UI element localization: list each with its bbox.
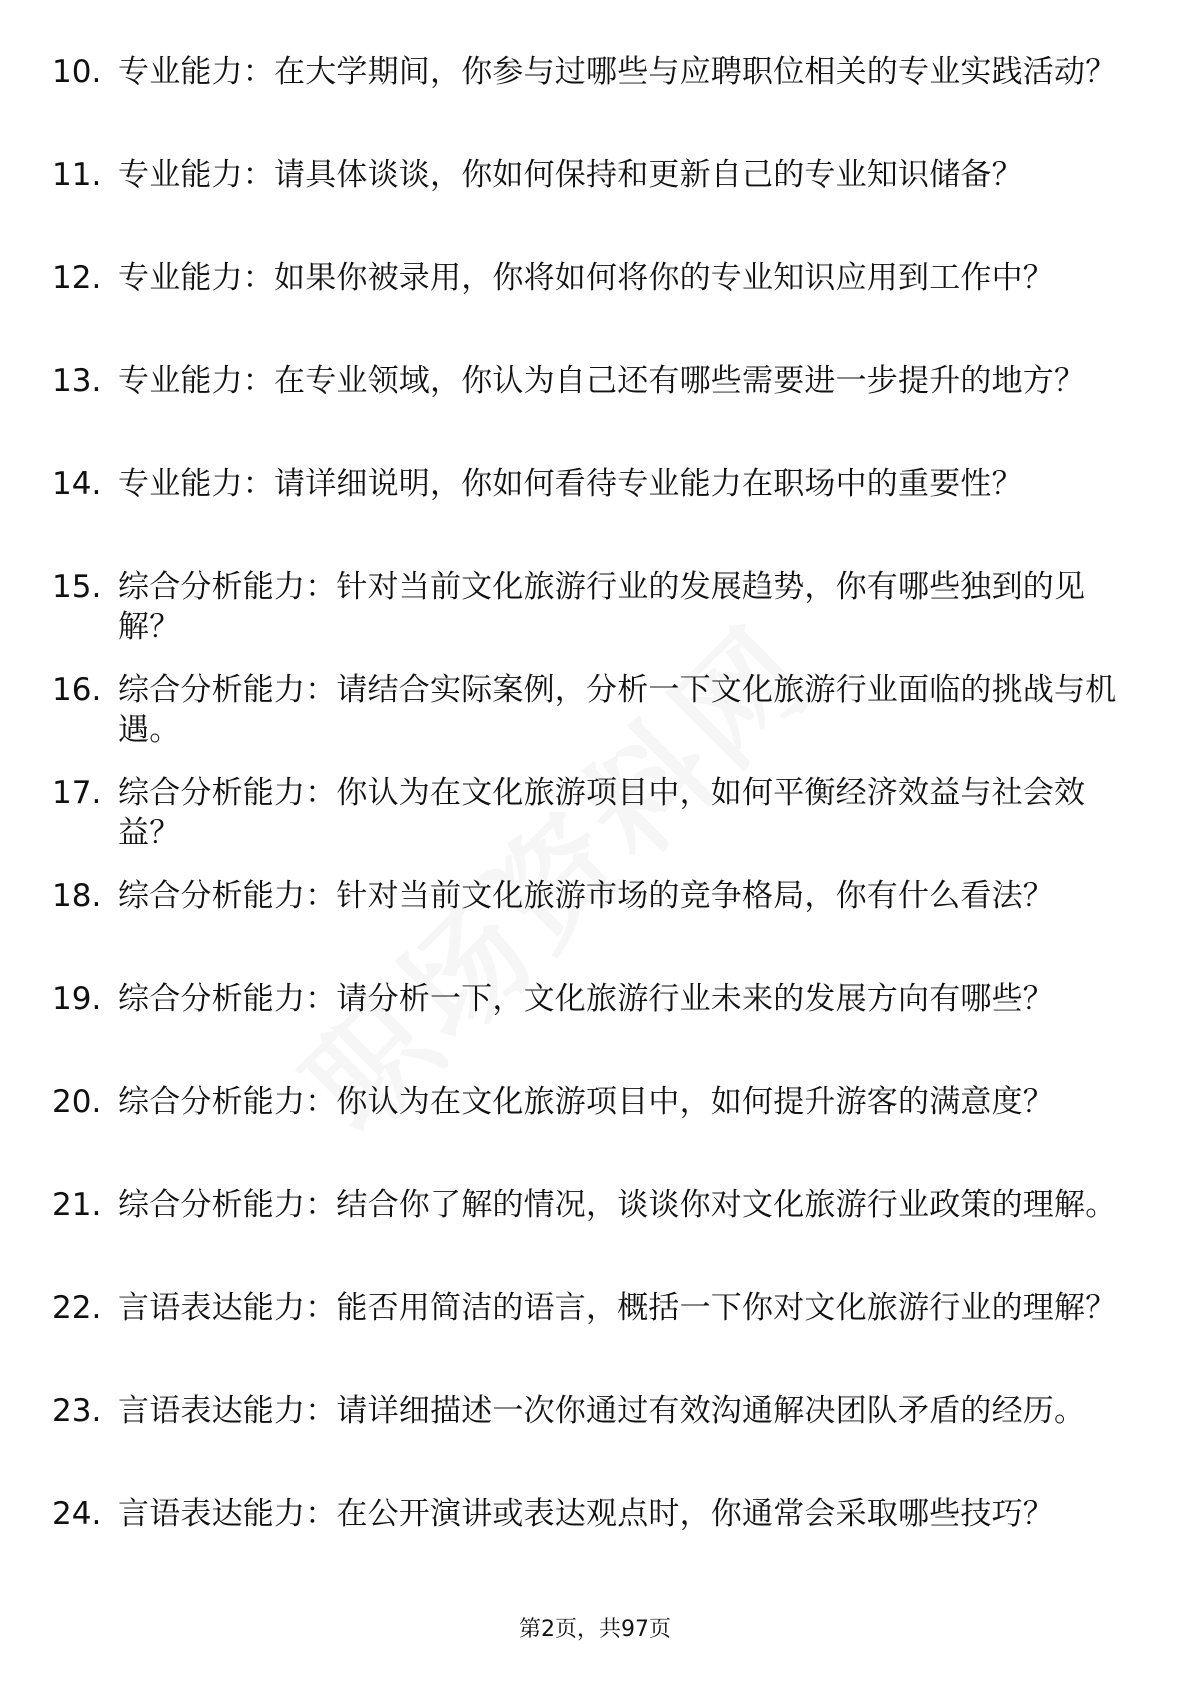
question-text: 综合分析能力：针对当前文化旅游市场的竞争格局，你有什么看法？ [118, 878, 1054, 914]
question-item-19 [52, 979, 1132, 1082]
question-number: 22. [52, 1290, 102, 1326]
question-item-13 [52, 361, 1132, 464]
question-number: 21. [52, 1187, 102, 1223]
question-text: 专业能力：请详细说明，你如何看待专业能力在职场中的重要性？ [118, 466, 1023, 502]
question-item-10 [52, 52, 1132, 155]
question-text: 综合分析能力：结合你了解的情况，谈谈你对文化旅游行业政策的理解。 [118, 1187, 1117, 1223]
page-number-footer: 第2页，共97页 [519, 1617, 671, 1642]
question-item-22 [52, 1288, 1132, 1391]
question-text: 专业能力：在专业领域，你认为自己还有哪些需要进一步提升的地方？ [118, 363, 1086, 399]
question-number: 14. [52, 466, 102, 502]
question-number: 16. [52, 672, 102, 708]
question-item-20 [52, 1082, 1132, 1185]
question-number: 12. [52, 260, 102, 296]
question-number: 20. [52, 1084, 102, 1120]
question-item-23 [52, 1391, 1132, 1494]
question-text: 综合分析能力：针对当前文化旅游行业的发展趋势，你有哪些独到的见解？ [118, 569, 1086, 645]
question-item-15 [52, 567, 1132, 670]
question-number: 24. [52, 1496, 102, 1532]
question-number: 23. [52, 1393, 102, 1429]
question-text: 专业能力：在大学期间，你参与过哪些与应聘职位相关的专业实践活动？ [118, 54, 1117, 90]
question-text: 专业能力：如果你被录用，你将如何将你的专业知识应用到工作中？ [118, 260, 1054, 296]
question-item-18 [52, 876, 1132, 979]
question-item-16 [52, 670, 1132, 773]
question-text: 言语表达能力：在公开演讲或表达观点时，你通常会采取哪些技巧？ [118, 1496, 1054, 1532]
question-text: 专业能力：请具体谈谈，你如何保持和更新自己的专业知识储备？ [118, 157, 1023, 193]
question-number: 18. [52, 878, 102, 914]
question-text: 言语表达能力：能否用简洁的语言，概括一下你对文化旅游行业的理解？ [118, 1290, 1117, 1326]
question-number: 17. [52, 775, 102, 811]
question-number: 10. [52, 54, 102, 90]
question-number: 13. [52, 363, 102, 399]
question-list [52, 52, 1132, 1597]
question-item-24 [52, 1494, 1132, 1597]
question-number: 19. [52, 981, 102, 1017]
question-item-11 [52, 155, 1132, 258]
question-item-12 [52, 258, 1132, 361]
question-text: 综合分析能力：请结合实际案例，分析一下文化旅游行业面临的挑战与机遇。 [118, 672, 1117, 748]
question-item-17 [52, 773, 1132, 876]
question-text: 综合分析能力：请分析一下，文化旅游行业未来的发展方向有哪些？ [118, 981, 1054, 1017]
question-text: 综合分析能力：你认为在文化旅游项目中，如何平衡经济效益与社会效益？ [118, 775, 1086, 851]
question-text: 综合分析能力：你认为在文化旅游项目中，如何提升游客的满意度？ [118, 1084, 1054, 1120]
question-number: 11. [52, 157, 102, 193]
question-number: 15. [52, 569, 102, 605]
question-item-14 [52, 464, 1132, 567]
question-item-21 [52, 1185, 1132, 1288]
question-text: 言语表达能力：请详细描述一次你通过有效沟通解决团队矛盾的经历。 [118, 1393, 1086, 1429]
